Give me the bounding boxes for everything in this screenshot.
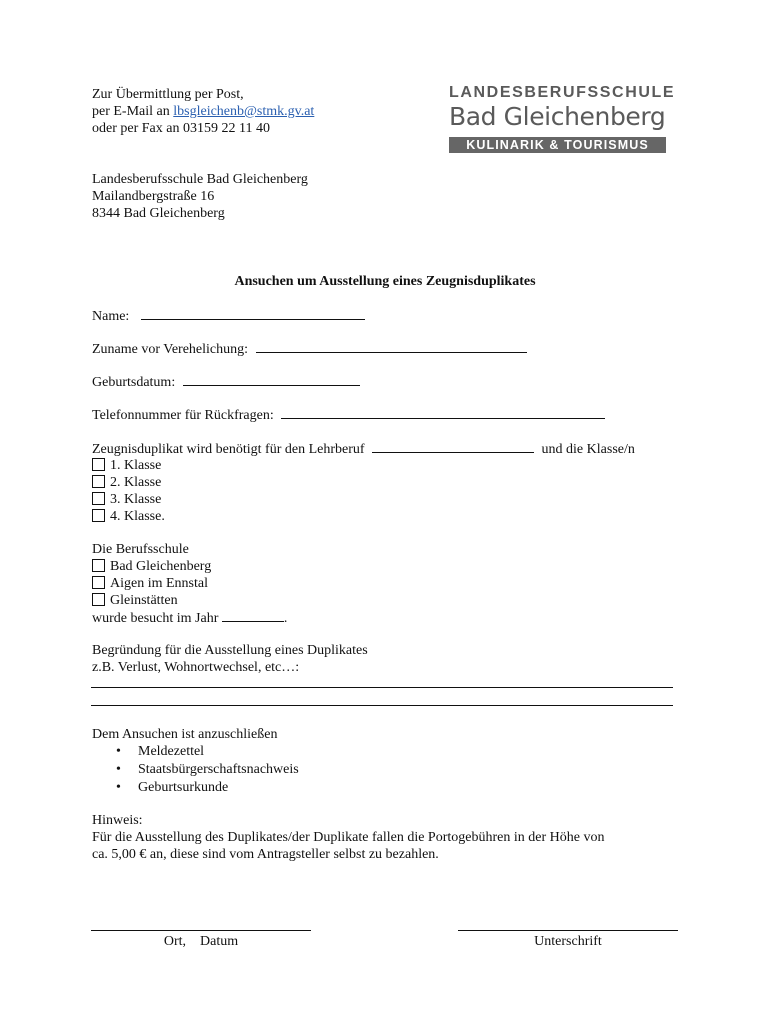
school-bad-gleichenberg-checkbox[interactable] — [92, 559, 105, 572]
school-option[interactable] — [92, 575, 287, 592]
class-option[interactable] — [92, 474, 165, 491]
reason-label: Begründung für die Ausstellung eines Duplikates — [92, 643, 368, 658]
instruction-email — [92, 103, 314, 120]
place-date-signature-line[interactable] — [91, 930, 311, 931]
note-text-line-2: ca. 5,00 € an, diese sind vom Antragsteller selbst zu bezahlen. — [92, 847, 439, 862]
class-option-label: 4. Klasse. — [110, 509, 165, 524]
class-checkbox-list — [92, 457, 165, 525]
school-option-label: Aigen im Ennstal — [110, 576, 208, 591]
class-4-checkbox[interactable] — [92, 509, 105, 522]
occupation-input-line[interactable] — [372, 440, 534, 453]
signature-line[interactable] — [458, 930, 678, 931]
email-prefix: per E-Mail an — [92, 104, 174, 119]
reason-input-line-2[interactable] — [91, 705, 673, 706]
reason-examples: z.B. Verlust, Wohnortwechsel, etc…: — [92, 660, 300, 675]
attachment-label: Geburtsurkunde — [138, 780, 229, 795]
class-option[interactable] — [92, 457, 165, 474]
maiden-name-row — [92, 340, 527, 358]
sender-instructions — [92, 86, 314, 137]
birthdate-label: Geburtsdatum: — [92, 375, 176, 390]
reason-section — [92, 642, 368, 676]
school-aigen-checkbox[interactable] — [92, 576, 105, 589]
occupation-label: Zeugnisduplikat wird benötigt für den Lehrberuf — [92, 442, 365, 457]
attachments-section — [92, 726, 299, 796]
place-date-label: Ort, Datum — [163, 934, 239, 949]
name-input-line[interactable] — [141, 307, 365, 320]
class-option[interactable] — [92, 508, 165, 525]
email-link[interactable]: lbsgleichenb@stmk.gv.at — [173, 104, 315, 119]
class-option-label: 3. Klasse — [110, 492, 162, 507]
birthdate-row — [92, 373, 360, 391]
address-city: 8344 Bad Gleichenberg — [92, 206, 225, 221]
occupation-row — [92, 440, 635, 458]
note-heading: Hinweis: — [92, 813, 143, 828]
signature-label: Unterschrift — [534, 934, 602, 949]
class-option-label: 1. Klasse — [110, 458, 162, 473]
list-item — [92, 761, 299, 778]
birthdate-input-line[interactable] — [183, 373, 360, 386]
school-option[interactable] — [92, 592, 287, 609]
address-street: Mailandbergstraße 16 — [92, 189, 215, 204]
year-input-line[interactable] — [222, 609, 284, 622]
name-row — [92, 307, 365, 325]
logo-line-school: LANDESBERUFSSCHULE — [449, 84, 676, 101]
phone-row — [92, 406, 605, 424]
class-option-label: 2. Klasse — [110, 475, 162, 490]
name-label: Name: — [92, 309, 130, 324]
list-item — [92, 743, 299, 760]
phone-label: Telefonnummer für Rückfragen: — [92, 408, 274, 423]
phone-input-line[interactable] — [281, 406, 605, 419]
school-option[interactable] — [92, 558, 287, 575]
class-2-checkbox[interactable] — [92, 475, 105, 488]
class-label: und die Klasse/n — [541, 442, 635, 457]
school-section — [92, 541, 287, 626]
maiden-name-label: Zuname vor Verehelichung: — [92, 342, 249, 357]
school-option-label: Bad Gleichenberg — [110, 559, 212, 574]
year-row — [92, 609, 287, 626]
bullet: • — [116, 744, 121, 759]
attachment-label: Staatsbürgerschaftsnachweis — [138, 762, 299, 777]
form-title: Ansuchen um Ausstellung eines Zeugnisduplikates — [234, 274, 536, 289]
note-section — [92, 812, 604, 863]
instruction-post: Zur Übermittlung per Post, — [92, 87, 244, 102]
instruction-fax: oder per Fax an 03159 22 11 40 — [92, 121, 270, 136]
class-3-checkbox[interactable] — [92, 492, 105, 505]
reason-input-line-1[interactable] — [91, 687, 673, 688]
class-1-checkbox[interactable] — [92, 458, 105, 471]
school-gleinstaetten-checkbox[interactable] — [92, 593, 105, 606]
bullet: • — [116, 762, 121, 777]
address-name: Landesberufsschule Bad Gleichenberg — [92, 172, 308, 187]
recipient-address — [92, 171, 308, 222]
attachment-label: Meldezettel — [138, 744, 205, 759]
note-text-line-1: Für die Ausstellung des Duplikates/der Duplikate fallen die Portogebühren in der Höhe von — [92, 830, 605, 845]
logo-line-tagline: KULINARIK & TOURISMUS — [449, 137, 666, 153]
year-label: wurde besucht im Jahr — [92, 611, 219, 626]
school-logo — [449, 84, 676, 153]
year-period: . — [283, 611, 288, 626]
maiden-name-input-line[interactable] — [256, 340, 527, 353]
school-option-label: Gleinstätten — [110, 593, 178, 608]
logo-line-town: Bad Gleichenberg — [449, 102, 666, 131]
bullet: • — [116, 780, 121, 795]
class-option[interactable] — [92, 491, 165, 508]
list-item — [92, 779, 299, 796]
attachments-heading: Dem Ansuchen ist anzuschließen — [92, 727, 278, 742]
school-heading: Die Berufsschule — [92, 542, 189, 557]
